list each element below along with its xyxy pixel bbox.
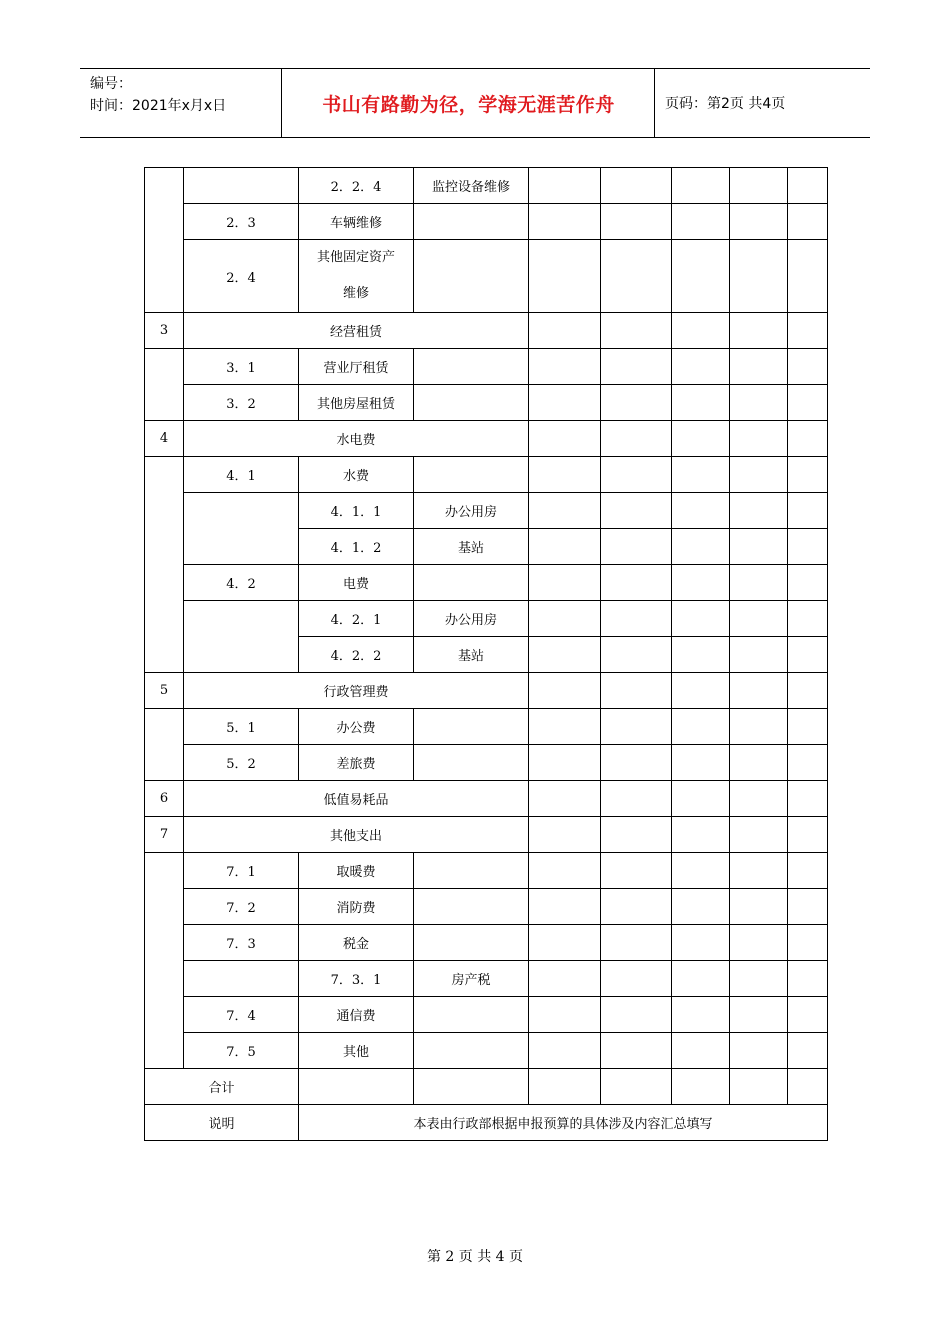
value-cell: [529, 204, 601, 240]
item-name: 差旅费: [299, 745, 414, 781]
blank-cell: [184, 168, 299, 204]
section-number: 6: [145, 781, 184, 817]
header-divider: [654, 69, 655, 137]
value-cell: [730, 925, 788, 961]
value-cell: [730, 1069, 788, 1105]
value-cell: [529, 529, 601, 565]
value-cell: [730, 673, 788, 709]
value-cell: [529, 349, 601, 385]
value-cell: [601, 745, 672, 781]
value-cell: [414, 889, 529, 925]
value-cell: [601, 601, 672, 637]
value-cell: [672, 565, 730, 601]
value-cell: [730, 240, 788, 313]
table-row: [145, 781, 828, 817]
value-cell: [529, 997, 601, 1033]
value-cell: [672, 385, 730, 421]
item-code: 4．2．1: [299, 601, 414, 637]
value-cell: [730, 493, 788, 529]
value-cell: [788, 457, 828, 493]
value-cell: [672, 313, 730, 349]
value-cell: [730, 781, 788, 817]
value-cell: [529, 1033, 601, 1069]
value-cell: [788, 781, 828, 817]
table-row: [145, 349, 828, 385]
item-code: 4．2: [184, 565, 299, 601]
total-label: 合计: [145, 1069, 299, 1105]
value-cell: [730, 889, 788, 925]
table-row: [145, 745, 828, 781]
value-cell: [730, 601, 788, 637]
value-cell: [414, 709, 529, 745]
value-cell: [529, 240, 601, 313]
value-cell: [730, 709, 788, 745]
value-cell: [672, 781, 730, 817]
value-cell: [529, 745, 601, 781]
value-cell: [788, 673, 828, 709]
item-name-line: 其他固定资产: [316, 250, 395, 265]
table-row: [145, 493, 828, 529]
value-cell: [601, 781, 672, 817]
value-cell: [672, 529, 730, 565]
section-title: 其他支出: [184, 817, 529, 853]
value-cell: [529, 493, 601, 529]
header-meta: [90, 73, 226, 117]
value-cell: [672, 673, 730, 709]
item-code: 7．4: [184, 997, 299, 1033]
value-cell: [529, 925, 601, 961]
value-cell: [672, 889, 730, 925]
value-cell: [730, 961, 788, 997]
value-cell: [672, 637, 730, 673]
table-row: [145, 997, 828, 1033]
item-code: 4．1．2: [299, 529, 414, 565]
item-name: 基站: [414, 529, 529, 565]
value-cell: [788, 601, 828, 637]
item-name: 电费: [299, 565, 414, 601]
value-cell: [788, 529, 828, 565]
value-cell: [788, 853, 828, 889]
value-cell: [529, 781, 601, 817]
value-cell: [788, 745, 828, 781]
group-cell: [145, 457, 184, 673]
value-cell: [672, 997, 730, 1033]
table-row: [145, 385, 828, 421]
note-label: 说明: [145, 1105, 299, 1141]
value-cell: [730, 313, 788, 349]
value-cell: [788, 817, 828, 853]
value-cell: [601, 385, 672, 421]
value-cell: [730, 817, 788, 853]
value-cell: [672, 853, 730, 889]
value-cell: [672, 961, 730, 997]
value-cell: [414, 457, 529, 493]
value-cell: [672, 457, 730, 493]
value-cell: [601, 349, 672, 385]
table-row: [145, 457, 828, 493]
table-row: [145, 709, 828, 745]
value-cell: [414, 349, 529, 385]
page-header: [80, 68, 870, 138]
item-name-line: 维修: [342, 286, 369, 301]
value-cell: [730, 529, 788, 565]
value-cell: [601, 637, 672, 673]
value-cell: [601, 925, 672, 961]
table-row: [145, 889, 828, 925]
value-cell: [601, 421, 672, 457]
item-name: 通信费: [299, 997, 414, 1033]
value-cell: [601, 709, 672, 745]
item-name: 监控设备维修: [414, 168, 529, 204]
value-cell: [730, 457, 788, 493]
value-cell: [788, 565, 828, 601]
value-cell: [730, 997, 788, 1033]
item-code: 4．2．2: [299, 637, 414, 673]
table-row: [145, 817, 828, 853]
item-name: 车辆维修: [299, 204, 414, 240]
value-cell: [529, 565, 601, 601]
value-cell: [601, 168, 672, 204]
value-cell: [529, 853, 601, 889]
value-cell: [788, 1033, 828, 1069]
note-row: [145, 1105, 828, 1141]
section-number: 3: [145, 313, 184, 349]
value-cell: [529, 421, 601, 457]
document-number: 编号：: [90, 76, 132, 92]
item-name: 办公用房: [414, 493, 529, 529]
value-cell: [730, 1033, 788, 1069]
value-cell: [529, 709, 601, 745]
value-cell: [788, 421, 828, 457]
value-cell: [529, 673, 601, 709]
value-cell: [672, 168, 730, 204]
item-name: 办公费: [299, 709, 414, 745]
value-cell: [788, 889, 828, 925]
value-cell: [672, 1069, 730, 1105]
group-cell: [145, 168, 184, 313]
value-cell: [788, 637, 828, 673]
item-code: 4．1．1: [299, 493, 414, 529]
table-row: [145, 421, 828, 457]
value-cell: [529, 313, 601, 349]
item-code: 5．1: [184, 709, 299, 745]
value-cell: [601, 565, 672, 601]
group-cell: [145, 709, 184, 781]
value-cell: [672, 817, 730, 853]
table-row: [145, 313, 828, 349]
item-name: 税金: [299, 925, 414, 961]
item-code: 7．3: [184, 925, 299, 961]
value-cell: [672, 349, 730, 385]
value-cell: [672, 421, 730, 457]
value-cell: [730, 349, 788, 385]
note-text: 本表由行政部根据申报预算的具体涉及内容汇总填写: [299, 1105, 828, 1141]
page-footer: 第 2 页 共 4 页: [426, 1249, 524, 1265]
item-name: 房产税: [414, 961, 529, 997]
value-cell: [601, 240, 672, 313]
item-name: 其他: [299, 1033, 414, 1069]
value-cell: [730, 421, 788, 457]
value-cell: [529, 1069, 601, 1105]
item-name: 基站: [414, 637, 529, 673]
value-cell: [788, 349, 828, 385]
value-cell: [529, 168, 601, 204]
value-cell: [601, 853, 672, 889]
value-cell: [529, 961, 601, 997]
value-cell: [414, 565, 529, 601]
value-cell: [672, 745, 730, 781]
value-cell: [730, 637, 788, 673]
table-row: [145, 853, 828, 889]
value-cell: [601, 493, 672, 529]
value-cell: [788, 997, 828, 1033]
value-cell: [730, 385, 788, 421]
value-cell: [788, 240, 828, 313]
total-row: [145, 1069, 828, 1105]
value-cell: [672, 925, 730, 961]
value-cell: [414, 853, 529, 889]
table-row: [145, 565, 828, 601]
value-cell: [414, 997, 529, 1033]
table-row: [145, 673, 828, 709]
section-title: 水电费: [184, 421, 529, 457]
value-cell: [414, 1069, 529, 1105]
value-cell: [788, 493, 828, 529]
value-cell: [730, 168, 788, 204]
item-name: 办公用房: [414, 601, 529, 637]
item-code: 7．1: [184, 853, 299, 889]
section-title: 低值易耗品: [184, 781, 529, 817]
section-number: 5: [145, 673, 184, 709]
header-motto: 书山有路勤为径，学海无涯苦作舟: [322, 93, 615, 116]
item-code: 7．3．1: [299, 961, 414, 997]
table-row: [145, 601, 828, 637]
item-name: 取暖费: [299, 853, 414, 889]
table-row: [145, 204, 828, 240]
table-row: [145, 1033, 828, 1069]
blank-cell: [184, 601, 299, 673]
group-cell: [145, 349, 184, 421]
item-code: 4．1: [184, 457, 299, 493]
item-code: 2．2．4: [299, 168, 414, 204]
value-cell: [601, 313, 672, 349]
value-cell: [788, 925, 828, 961]
item-name: 其他房屋租赁: [299, 385, 414, 421]
blank-cell: [184, 493, 299, 565]
value-cell: [672, 204, 730, 240]
document-date: 时间：2021年x月x日: [90, 98, 227, 114]
table-row: [145, 961, 828, 997]
item-name: 水费: [299, 457, 414, 493]
value-cell: [601, 1033, 672, 1069]
value-cell: [414, 1033, 529, 1069]
value-cell: [601, 1069, 672, 1105]
blank-cell: [184, 961, 299, 997]
item-code: 5．2: [184, 745, 299, 781]
value-cell: [730, 745, 788, 781]
section-title: 经营租赁: [184, 313, 529, 349]
item-code: 2．3: [184, 204, 299, 240]
budget-table: [144, 167, 828, 1141]
item-name: [299, 240, 414, 313]
value-cell: [529, 457, 601, 493]
value-cell: [788, 168, 828, 204]
table-row: [145, 168, 828, 204]
value-cell: [601, 204, 672, 240]
value-cell: [730, 565, 788, 601]
value-cell: [601, 817, 672, 853]
section-title: 行政管理费: [184, 673, 529, 709]
value-cell: [730, 853, 788, 889]
value-cell: [601, 457, 672, 493]
value-cell: [529, 889, 601, 925]
value-cell: [672, 493, 730, 529]
item-code: 7．5: [184, 1033, 299, 1069]
value-cell: [601, 673, 672, 709]
value-cell: [529, 817, 601, 853]
value-cell: [414, 240, 529, 313]
header-page-number: 页码：第2页 共4页: [665, 96, 786, 112]
value-cell: [730, 204, 788, 240]
item-name: 营业厅租赁: [299, 349, 414, 385]
value-cell: [414, 745, 529, 781]
value-cell: [788, 204, 828, 240]
value-cell: [601, 961, 672, 997]
value-cell: [529, 385, 601, 421]
value-cell: [672, 240, 730, 313]
item-code: 3．1: [184, 349, 299, 385]
section-number: 7: [145, 817, 184, 853]
item-code: 2．4: [184, 240, 299, 313]
value-cell: [788, 1069, 828, 1105]
value-cell: [414, 385, 529, 421]
value-cell: [414, 925, 529, 961]
value-cell: [601, 889, 672, 925]
value-cell: [788, 385, 828, 421]
value-cell: [299, 1069, 414, 1105]
value-cell: [672, 709, 730, 745]
value-cell: [601, 529, 672, 565]
value-cell: [601, 997, 672, 1033]
value-cell: [414, 204, 529, 240]
item-code: 7．2: [184, 889, 299, 925]
item-name: 消防费: [299, 889, 414, 925]
value-cell: [529, 637, 601, 673]
value-cell: [788, 313, 828, 349]
value-cell: [529, 601, 601, 637]
table-row: [145, 925, 828, 961]
item-code: 3．2: [184, 385, 299, 421]
value-cell: [672, 1033, 730, 1069]
value-cell: [788, 961, 828, 997]
section-number: 4: [145, 421, 184, 457]
value-cell: [672, 601, 730, 637]
group-cell: [145, 853, 184, 1069]
value-cell: [788, 709, 828, 745]
